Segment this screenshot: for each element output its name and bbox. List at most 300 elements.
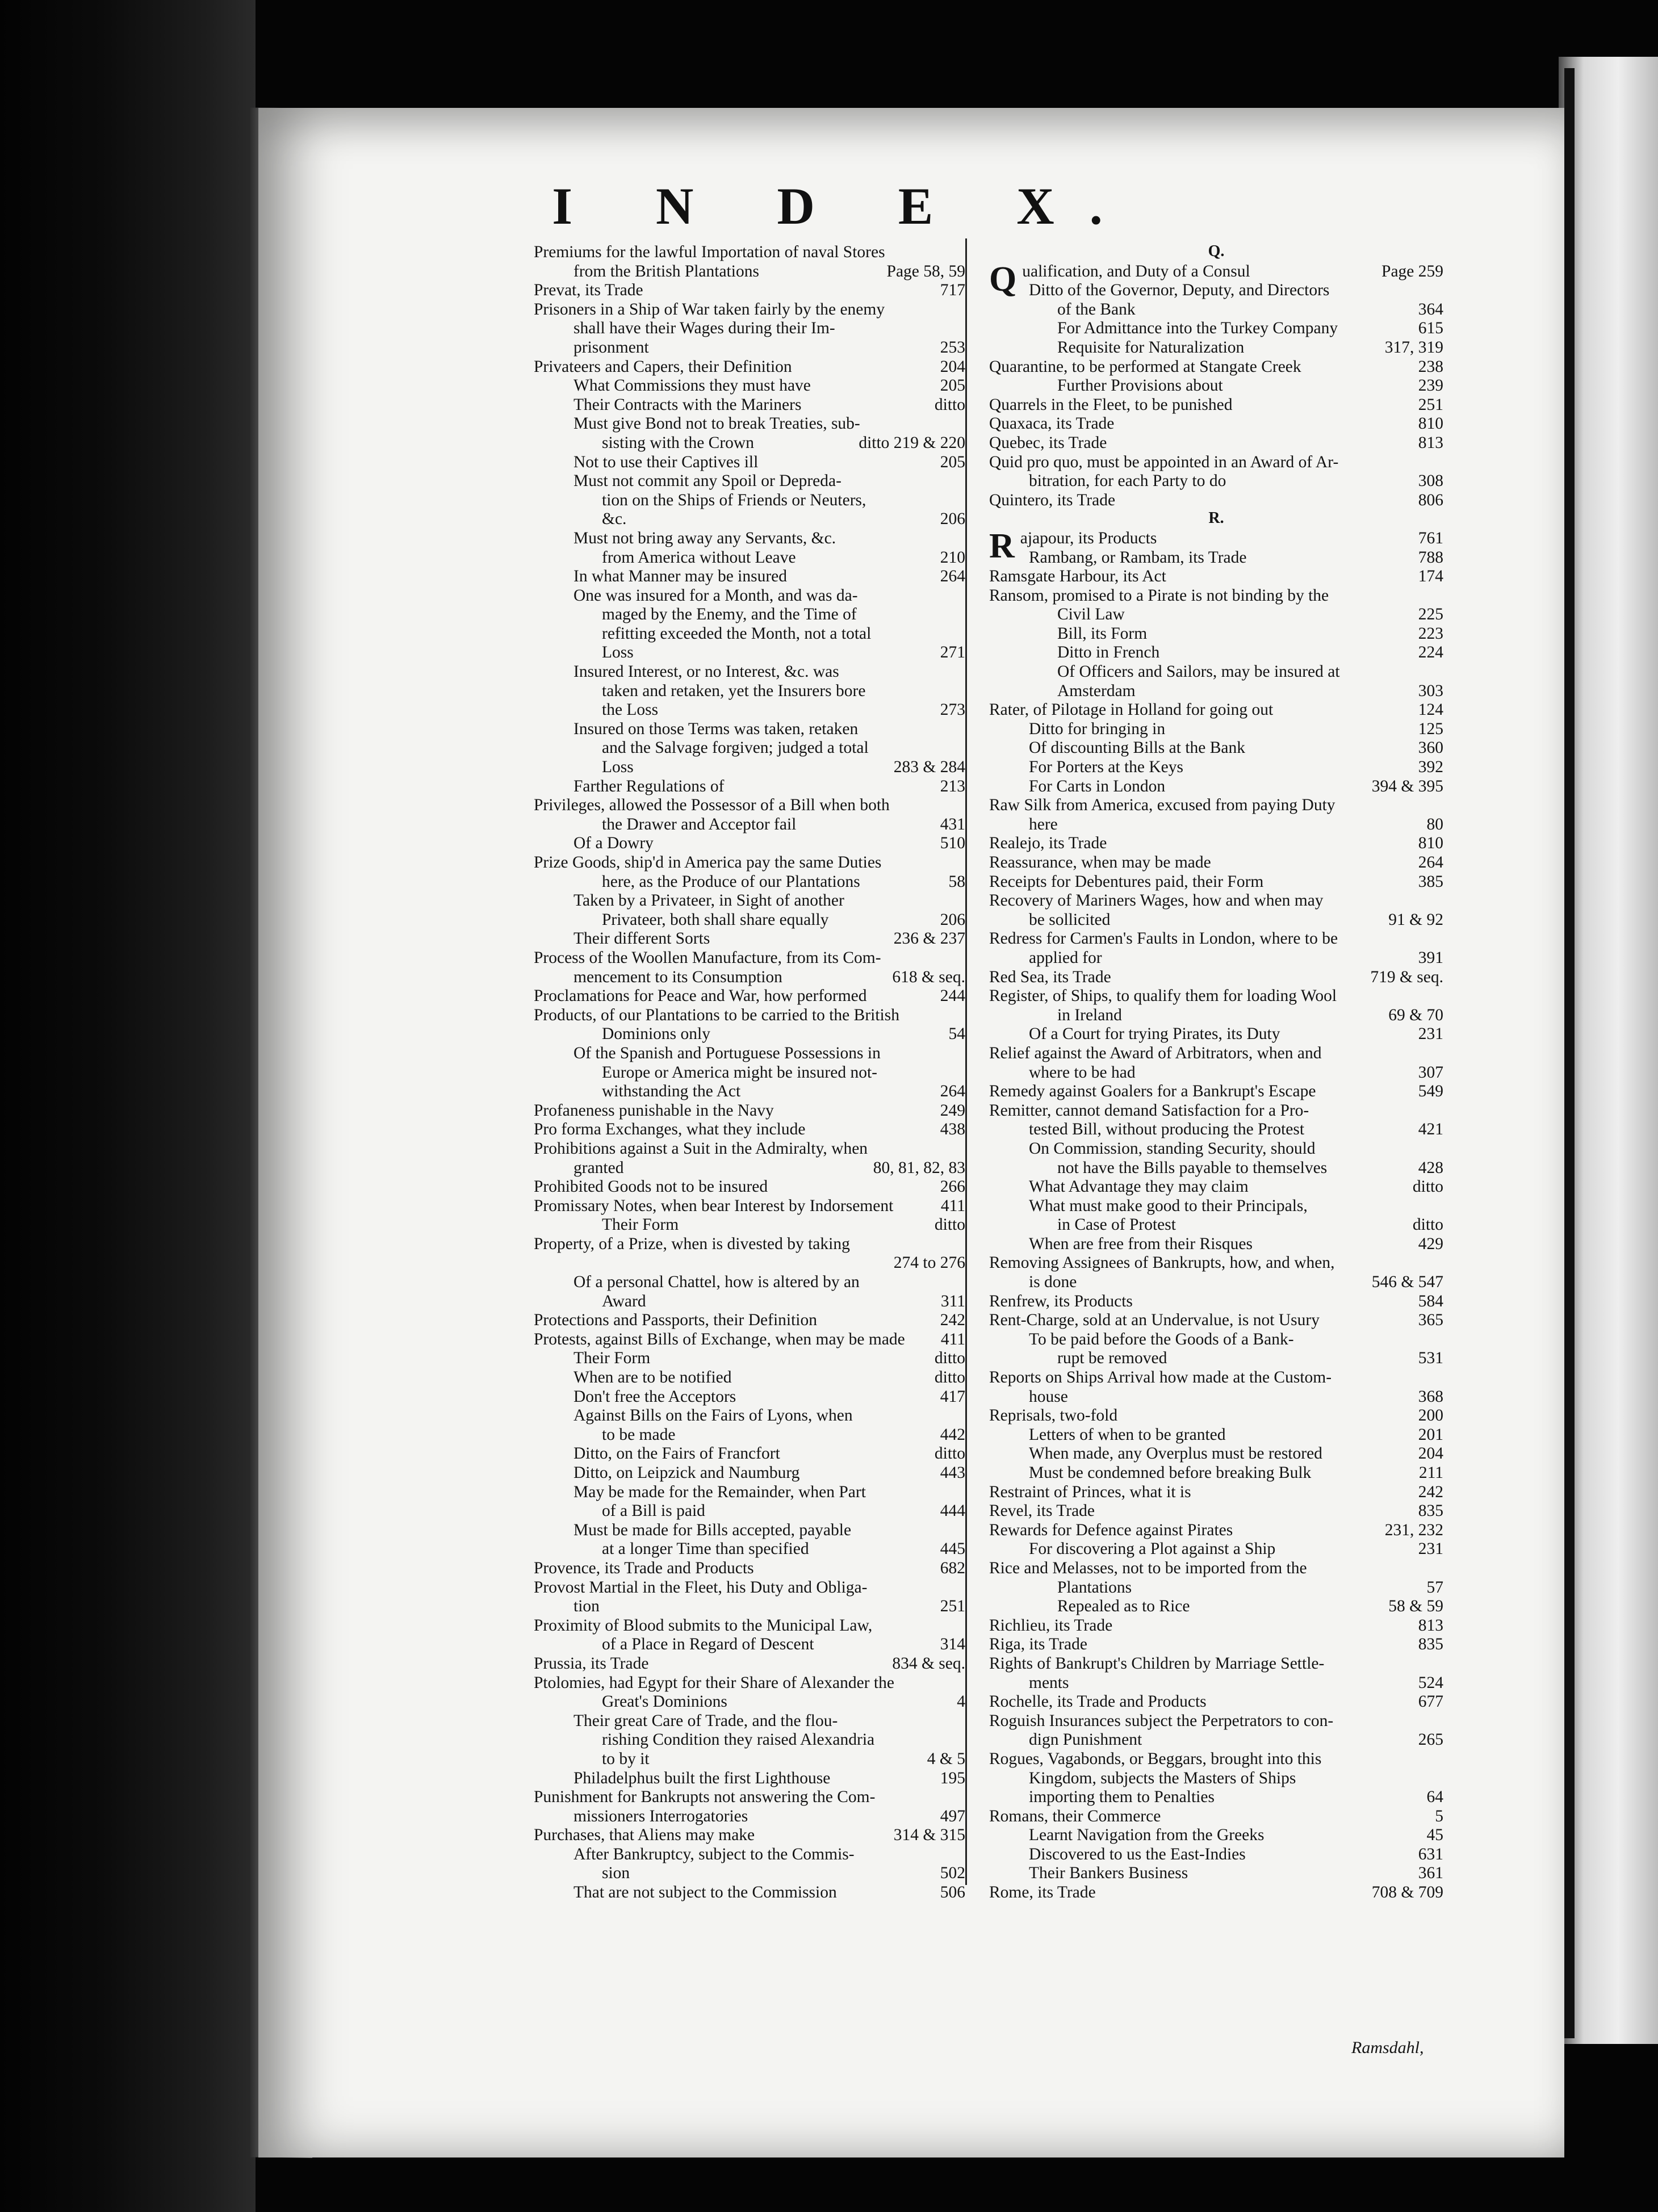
index-entry [989, 1178, 1443, 1197]
entry-text: After Bankruptcy, subject to the Commis- [573, 1845, 855, 1863]
index-entry [534, 911, 965, 930]
index-entry [989, 1349, 1443, 1368]
entry-text: and the Salvage forgiven; judged a total [602, 739, 869, 757]
entry-text: For Porters at the Keys [1029, 758, 1184, 777]
index-entry [989, 1483, 1443, 1502]
entry-page-ref: 58 & 59 [1388, 1597, 1443, 1616]
entry-text: Pro forma Exchanges, what they include [534, 1120, 806, 1139]
index-entry [534, 796, 965, 815]
entry-text: Quarantine, to be performed at Stangate Creek [989, 357, 1301, 376]
index-entry [989, 1254, 1443, 1273]
entry-page-ref: 213 [940, 777, 965, 795]
entry-page-ref: 531 [1418, 1349, 1443, 1368]
index-entry [534, 1635, 965, 1654]
index-entry [534, 586, 965, 606]
entry-page-ref: 266 [940, 1178, 965, 1196]
index-entry [534, 1101, 965, 1121]
entry-page-ref: 244 [940, 987, 965, 1006]
entry-text: ments [1029, 1673, 1069, 1692]
entry-page-ref: 428 [1418, 1158, 1443, 1177]
entry-text: Must not bring away any Servants, &c. [573, 529, 836, 547]
entry-text: house [1029, 1387, 1068, 1406]
entry-page-ref: 274 to 276 [893, 1254, 965, 1272]
index-entry [989, 987, 1443, 1006]
entry-page-ref: 502 [940, 1864, 965, 1883]
entry-page-ref: 411 [940, 1196, 965, 1215]
index-entry [534, 1769, 965, 1788]
entry-text: Renfrew, its Products [989, 1292, 1133, 1310]
index-entry [534, 987, 965, 1006]
entry-page-ref: 438 [940, 1120, 965, 1139]
index-entry [534, 682, 965, 701]
entry-page-ref: 283 & 284 [893, 758, 965, 777]
entry-text: Property, of a Prize, when is divested by taking [534, 1234, 850, 1253]
index-entry [989, 739, 1443, 758]
entry-text: Rater, of Pilotage in Holland for going out [989, 701, 1274, 719]
index-entry [989, 281, 1443, 300]
entry-text: Award [602, 1292, 646, 1310]
entry-page-ref: 365 [1418, 1311, 1443, 1330]
index-entry [989, 1406, 1443, 1426]
index-entry [989, 1464, 1443, 1483]
index-entry [989, 1388, 1443, 1407]
entry-page-ref: 303 [1418, 681, 1443, 700]
entry-page-ref: 69 & 70 [1388, 1006, 1443, 1024]
index-entry [534, 949, 965, 968]
entry-page-ref: 231 [1418, 1025, 1443, 1044]
entry-text: Rochelle, its Trade and Products [989, 1692, 1207, 1711]
entry-page-ref: 385 [1418, 872, 1443, 891]
entry-text: Of a Court for trying Pirates, its Duty [1029, 1025, 1280, 1044]
entry-text: Philadelphus built the first Lighthouse [573, 1769, 831, 1787]
entry-page-ref: 806 [1418, 491, 1443, 509]
index-entry [534, 510, 965, 529]
entry-text: Raw Silk from America, excused from paying Duty [989, 796, 1335, 815]
entry-page-ref: 251 [940, 1597, 965, 1616]
entry-page-ref: 810 [1418, 834, 1443, 853]
entry-text: Ditto in French [1057, 643, 1160, 662]
entry-text: maged by the Enemy, and the Time of [602, 605, 857, 624]
index-entry [534, 1864, 965, 1883]
entry-text: Prevat, its Trade [534, 281, 643, 300]
index-entry [989, 1521, 1443, 1540]
entry-text: Civil Law [1057, 605, 1125, 624]
entry-text: Taken by a Privateer, in Sight of another [573, 891, 844, 910]
entry-text: Rice and Melasses, not to be imported from the [989, 1559, 1307, 1577]
entry-page-ref: 813 [1418, 1616, 1443, 1635]
index-entry [989, 338, 1443, 358]
entry-page-ref: 204 [1418, 1444, 1443, 1463]
entry-page-ref: 206 [940, 910, 965, 929]
index-entry [989, 491, 1443, 510]
index-entry [534, 701, 965, 720]
entry-text: Repealed as to Rice [1057, 1597, 1190, 1616]
entry-page-ref: 125 [1418, 719, 1443, 738]
entry-page-ref: 205 [940, 376, 965, 395]
entry-text: On Commission, standing Security, should [1029, 1139, 1316, 1158]
entry-text: Letters of when to be granted [1029, 1425, 1226, 1444]
index-entry [989, 1654, 1443, 1674]
entry-page-ref: 57 [1426, 1578, 1443, 1597]
index-entry [534, 243, 965, 262]
entry-text: Learnt Navigation from the Greeks [1029, 1826, 1265, 1845]
index-entry [989, 796, 1443, 815]
entry-text: applied for [1029, 948, 1102, 967]
entry-text: For Carts in London [1029, 777, 1166, 795]
index-entry [989, 586, 1443, 606]
entry-text: Relief against the Award of Arbitrators, when and [989, 1044, 1322, 1062]
entry-page-ref: 429 [1418, 1234, 1443, 1253]
entry-text: Purchases, that Aliens may make [534, 1826, 755, 1845]
entry-text: Europe or America might be insured not- [602, 1063, 877, 1082]
entry-text: Of a Dowry [573, 834, 654, 853]
index-entry [534, 1826, 965, 1845]
entry-page-ref: 231, 232 [1384, 1520, 1443, 1539]
entry-page-ref: 307 [1418, 1063, 1443, 1082]
entry-page-ref: 242 [940, 1311, 965, 1330]
entry-text: taken and retaken, yet the Insurers bore [602, 681, 866, 700]
entry-text: Plantations [1057, 1578, 1132, 1597]
entry-page-ref: 271 [940, 643, 965, 662]
entry-text: Must be condemned before breaking Bulk [1029, 1464, 1312, 1482]
entry-text: Profaneness punishable in the Navy [534, 1101, 774, 1120]
index-entry [534, 1597, 965, 1616]
index-entry [989, 548, 1443, 568]
index-entry [989, 1273, 1443, 1292]
entry-text: Revel, its Trade [989, 1502, 1095, 1520]
entry-text: Further Provisions about [1057, 376, 1223, 395]
entry-text: the Loss [602, 701, 659, 719]
entry-page-ref: 368 [1418, 1387, 1443, 1406]
entry-page-ref: Page 58, 59 [886, 262, 965, 280]
entry-text: Reprisals, two-fold [989, 1406, 1118, 1425]
entry-page-ref: 506 [940, 1883, 965, 1902]
index-entry [534, 1654, 965, 1674]
entry-text: Remitter, cannot demand Satisfaction for a Pro- [989, 1101, 1309, 1120]
entry-page-ref: 445 [940, 1540, 965, 1559]
index-entry [989, 853, 1443, 873]
entry-text: missioners Interrogatories [573, 1807, 748, 1825]
entry-text: Remedy against Goalers for a Bankrupt's Escape [989, 1082, 1316, 1101]
index-entry [989, 1559, 1443, 1578]
index-entry [534, 1750, 965, 1769]
index-entry [534, 1616, 965, 1636]
index-entry [534, 281, 965, 300]
entry-page-ref: 708 & 709 [1371, 1883, 1443, 1902]
index-entry [534, 929, 965, 949]
index-entry [534, 1235, 965, 1254]
index-entry [989, 396, 1443, 415]
index-entry [534, 1388, 965, 1407]
index-entry [534, 1273, 965, 1292]
index-entry [534, 1139, 965, 1159]
entry-page-ref: 524 [1418, 1673, 1443, 1692]
entry-text: Richlieu, its Trade [989, 1616, 1113, 1635]
index-entry [989, 1540, 1443, 1559]
entry-page-ref: 788 [1418, 548, 1443, 567]
index-entry [989, 567, 1443, 586]
entry-page-ref: 4 & 5 [927, 1749, 965, 1768]
entry-text: Red Sea, its Trade [989, 967, 1111, 986]
entry-text: Restraint of Princes, what it is [989, 1482, 1191, 1501]
index-entry [989, 1025, 1443, 1044]
index-entry [534, 1063, 965, 1083]
entry-text: Proximity of Blood submits to the Municipal Law, [534, 1616, 873, 1635]
index-entry [989, 1712, 1443, 1731]
entry-text: Kingdom, subjects the Masters of Ships [1029, 1769, 1296, 1787]
index-entry [989, 453, 1443, 472]
entry-text: That are not subject to the Commission [573, 1883, 837, 1902]
entry-page-ref: ditto [934, 1368, 965, 1387]
entry-text: Amsterdam [1057, 681, 1136, 700]
index-entry [989, 300, 1443, 320]
entry-page-ref: 411 [940, 1330, 965, 1348]
index-entry [534, 319, 965, 338]
entry-text: Removing Assignees of Bankrupts, how, and when, [989, 1254, 1335, 1272]
index-entry [534, 1044, 965, 1063]
catchword: Ramsdahl, [1351, 2038, 1424, 2057]
entry-page-ref: 394 & 395 [1371, 777, 1443, 795]
entry-text: Quid pro quo, must be appointed in an Award of Ar- [989, 453, 1339, 471]
entry-text: Rambang, or Rambam, its Trade [1029, 548, 1247, 567]
index-entry [534, 1578, 965, 1598]
index-entry [534, 338, 965, 358]
entry-text: Their great Care of Trade, and the flou- [573, 1711, 838, 1730]
entry-page-ref: 361 [1418, 1864, 1443, 1883]
entry-text: Dominions only [602, 1025, 710, 1044]
entry-page-ref: ditto 219 & 220 [859, 433, 965, 452]
entry-page-ref: 631 [1418, 1845, 1443, 1863]
index-entry [534, 1082, 965, 1101]
entry-page-ref: ditto [1412, 1178, 1443, 1196]
entry-text: withstanding the Act [602, 1082, 741, 1101]
entry-text: Proclamations for Peace and War, how performed [534, 987, 867, 1006]
index-entry [989, 376, 1443, 396]
entry-text: Redress for Carmen's Faults in London, where to be [989, 929, 1338, 948]
entry-text: Ramsgate Harbour, its Act [989, 567, 1166, 586]
index-entry [989, 1120, 1443, 1139]
entry-page-ref: 201 [1418, 1425, 1443, 1444]
entry-text: Register, of Ships, to qualify them for loading Wool [989, 987, 1337, 1006]
entry-page-ref: 549 [1418, 1082, 1443, 1101]
entry-text: Of a personal Chattel, how is altered by an [573, 1273, 860, 1292]
entry-page-ref: 308 [1418, 472, 1443, 491]
entry-page-ref: 242 [1418, 1482, 1443, 1501]
index-entry [989, 1292, 1443, 1312]
page-gap [1564, 68, 1575, 2038]
index-entry [534, 414, 965, 434]
entry-text: Reassurance, when may be made [989, 853, 1211, 872]
index-entry [989, 1692, 1443, 1712]
index-entry [989, 1616, 1443, 1636]
index-entry [534, 739, 965, 758]
entry-page-ref: 421 [1418, 1120, 1443, 1139]
index-entry [534, 1464, 965, 1483]
entry-text: Quebec, its Trade [989, 433, 1107, 452]
index-entry [989, 815, 1443, 835]
entry-text: Reports on Ships Arrival how made at the Custom- [989, 1368, 1332, 1387]
index-entry [989, 777, 1443, 797]
entry-text: In what Manner may be insured [573, 567, 788, 586]
index-entry [534, 643, 965, 663]
entry-text: here, as the Produce of our Plantations [602, 872, 860, 891]
index-entry [534, 1197, 965, 1216]
entry-text: granted [573, 1158, 624, 1177]
entry-text: Promissary Notes, when bear Interest by Indorsement [534, 1196, 894, 1215]
entry-text: Loss [602, 643, 634, 662]
index-column-left [534, 243, 965, 1903]
entry-page-ref: 210 [940, 548, 965, 567]
entry-page-ref: 431 [940, 815, 965, 833]
entry-text: rishing Condition they raised Alexandria [602, 1731, 875, 1749]
entry-page-ref: 273 [940, 701, 965, 719]
entry-page-ref: 761 [1418, 529, 1443, 547]
index-entry [989, 1235, 1443, 1254]
index-entry [534, 396, 965, 415]
index-entry [534, 1292, 965, 1312]
entry-page-ref: 546 & 547 [1371, 1273, 1443, 1292]
entry-text: Protests, against Bills of Exchange, when may be made [534, 1330, 905, 1348]
index-entry [989, 682, 1443, 701]
index-entry [534, 1368, 965, 1388]
entry-page-ref: 835 [1418, 1635, 1443, 1654]
entry-text: not have the Bills payable to themselves [1057, 1158, 1328, 1177]
index-entry [534, 567, 965, 586]
index-entry [989, 701, 1443, 720]
entry-text: When are free from their Risques [1029, 1234, 1253, 1253]
entry-page-ref: 810 [1418, 414, 1443, 433]
entry-text: of a Bill is paid [602, 1502, 705, 1520]
entry-page-ref: 224 [1418, 643, 1443, 662]
entry-text: Quarrels in the Fleet, to be punished [989, 395, 1233, 414]
index-entry [534, 1788, 965, 1807]
index-entry [534, 1674, 965, 1693]
entry-page-ref: 174 [1418, 567, 1443, 586]
entry-page-ref: 314 & 315 [893, 1826, 965, 1845]
index-entry [989, 834, 1443, 853]
entry-page-ref: 91 & 92 [1388, 910, 1443, 929]
index-entry [989, 605, 1443, 625]
index-entry [534, 605, 965, 625]
index-entry [534, 853, 965, 873]
index-entry [989, 1197, 1443, 1216]
entry-text: here [1029, 815, 1058, 833]
entry-text: Their Contracts with the Mariners [573, 395, 802, 414]
entry-text: Quaxaca, its Trade [989, 414, 1115, 433]
index-entry [534, 1845, 965, 1865]
entry-text: Prussia, its Trade [534, 1654, 649, 1673]
entry-page-ref: 311 [940, 1292, 965, 1310]
index-entry [534, 834, 965, 853]
entry-text: Provence, its Trade and Products [534, 1559, 754, 1577]
index-entry [989, 1635, 1443, 1654]
entry-page-ref: 253 [940, 338, 965, 357]
entry-page-ref: 64 [1426, 1788, 1443, 1807]
entry-text: Rajapour, its Products [989, 526, 1157, 565]
entry-page-ref: 391 [1418, 948, 1443, 967]
entry-text: Rogues, Vagabonds, or Beggars, brought into this [989, 1749, 1322, 1768]
entry-text: Their Form [573, 1349, 651, 1368]
index-entry [534, 1006, 965, 1025]
entry-text: Insured on those Terms was taken, retaken [573, 719, 859, 738]
entry-page-ref: 264 [1418, 853, 1443, 872]
entry-text: Discovered to us the East-Indies [1029, 1845, 1246, 1863]
index-entry [989, 1826, 1443, 1845]
entry-text: at a longer Time than specified [602, 1540, 809, 1559]
index-entry [534, 1311, 965, 1330]
index-entry [989, 319, 1443, 338]
entry-page-ref: 225 [1418, 605, 1443, 624]
entry-page-ref: ditto [934, 395, 965, 414]
index-entry [534, 262, 965, 282]
index-entry [534, 1712, 965, 1731]
entry-page-ref: 392 [1418, 758, 1443, 777]
entry-text: Of discounting Bills at the Bank [1029, 739, 1246, 757]
entry-text: of the Bank [1057, 300, 1136, 319]
index-entry [534, 720, 965, 739]
entry-text: Ransom, promised to a Pirate is not binding by the [989, 586, 1329, 605]
index-entry [534, 1502, 965, 1521]
index-entry [989, 1101, 1443, 1121]
index-entry [534, 663, 965, 682]
index-entry [989, 1788, 1443, 1807]
entry-page-ref: 717 [940, 281, 965, 300]
index-entry [989, 1750, 1443, 1769]
entry-text: Farther Regulations of [573, 777, 725, 795]
entry-page-ref: 314 [940, 1635, 965, 1654]
entry-page-ref: 58 [948, 872, 965, 891]
entry-text: Must not commit any Spoil or Depreda- [573, 472, 841, 491]
entry-page-ref: 195 [940, 1769, 965, 1787]
entry-text: Rome, its Trade [989, 1883, 1096, 1902]
index-entry [989, 1769, 1443, 1788]
index-entry [989, 434, 1443, 453]
entry-page-ref: 677 [1418, 1692, 1443, 1711]
index-entry [989, 1063, 1443, 1083]
index-entry [534, 1692, 965, 1712]
entry-page-ref: 442 [940, 1425, 965, 1444]
entry-page-ref: 223 [1418, 624, 1443, 643]
entry-text: bitration, for each Party to do [1029, 472, 1226, 491]
entry-text: in Ireland [1057, 1006, 1122, 1024]
entry-page-ref: Page 259 [1381, 262, 1443, 280]
index-entry [534, 529, 965, 548]
entry-page-ref: 719 & seq. [1370, 967, 1443, 986]
entry-text: Riga, its Trade [989, 1635, 1087, 1654]
entry-page-ref: 200 [1418, 1406, 1443, 1425]
entry-page-ref: 45 [1426, 1826, 1443, 1845]
index-entry [534, 1025, 965, 1044]
index-entry [989, 968, 1443, 987]
index-entry [534, 1349, 965, 1368]
index-entry [534, 1406, 965, 1426]
entry-text: from the British Plantations [573, 262, 759, 280]
entry-page-ref: 813 [1418, 433, 1443, 452]
entry-text: tested Bill, without producing the Protest [1029, 1120, 1305, 1139]
entry-text: Of Officers and Sailors, may be insured at [1057, 663, 1340, 681]
index-entry [534, 548, 965, 568]
entry-text: the Drawer and Acceptor fail [602, 815, 797, 833]
entry-text: Prisoners in a Ship of War taken fairly by the enemy [534, 300, 885, 319]
entry-page-ref: 497 [940, 1807, 965, 1825]
entry-page-ref: 211 [1418, 1464, 1443, 1482]
index-entry [534, 891, 965, 911]
entry-text: Realejo, its Trade [989, 834, 1107, 853]
entry-text: to be made [602, 1425, 676, 1444]
entry-text: Qualification, and Duty of a Consul [989, 259, 1250, 299]
entry-text: importing them to Penalties [1029, 1788, 1215, 1807]
index-entry [989, 643, 1443, 663]
